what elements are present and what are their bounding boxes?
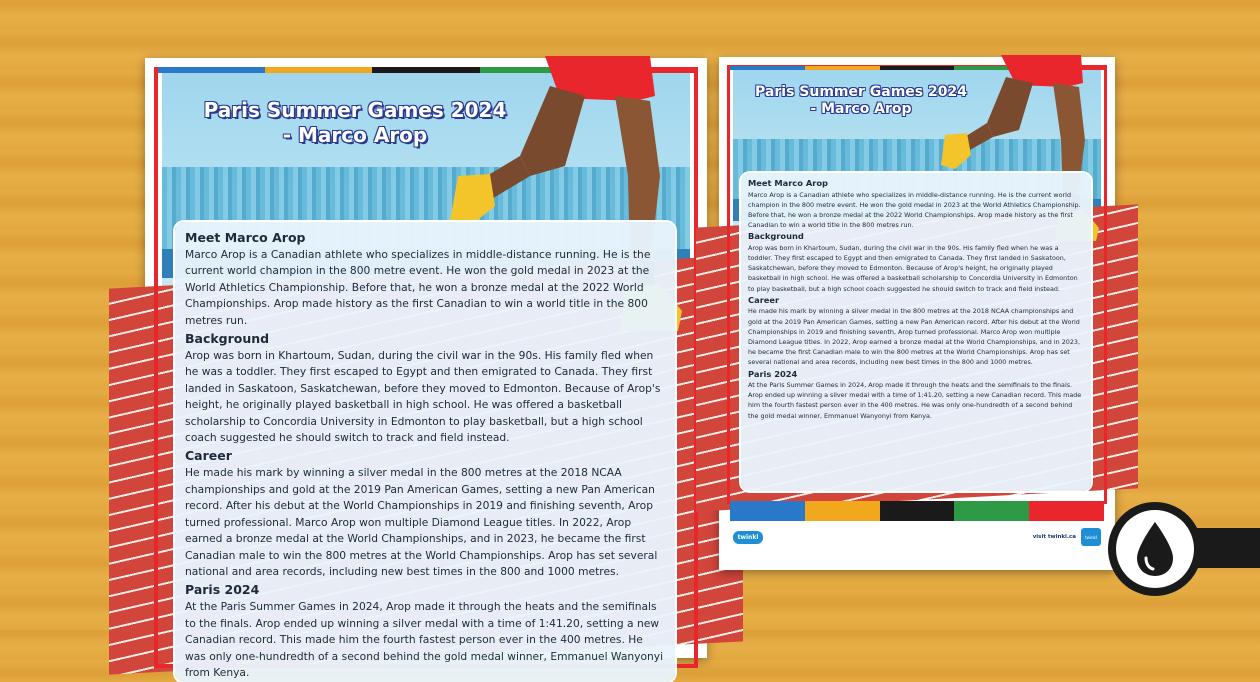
footer-url: visit twinkl.ca bbox=[1032, 534, 1076, 540]
worksheet-page-small bbox=[719, 57, 1115, 570]
section-heading: Paris 2024 bbox=[185, 582, 260, 598]
worksheet-page-large bbox=[145, 58, 707, 679]
section-body: At the Paris Summer Games in 2024, Arop made it through the heats and the semifinals to the finals. Arop ended up winning a silver medal with a time of 1:41.20, setting a new Canadian record. This made him the fourth fastest person ever in the 400 metres. He was only one-hundredth of a second behind the gold medal winner, Emmanuel Wanyonyi from Kenya. bbox=[748, 381, 1082, 420]
section-body: He made his mark by winning a silver medal in the 800 metres at the 2018 NCAA championships and gold at the 2019 Pan American Games, setting a new Pan American record. After his debut at the World Championships in 2019 and finishing seventh, Arop turned professional. Marco Arop won multiple Diamond League titles. In 2022, Arop earned a bronze medal at the World Championships, and in 2023, he became the first Canadian male to win the 800 metres at the World Championships. Arop has set several national and area records, including new best times in the 800 and 1000 metres. bbox=[185, 466, 658, 578]
section-heading: Background bbox=[185, 331, 270, 347]
section-body: At the Paris Summer Games in 2024, Arop made it through the heats and the semifinals to the finals. Arop ended up winning a silver medal with a time of 1:41.20, setting a new Canadian record. This made him the fourth fastest person ever in the 400 metres. He was only one-hundredth of a second behind the gold medal winner, Emmanuel Wanyonyi from Kenya. bbox=[185, 600, 664, 679]
twinkl-badge-icon: twinkl bbox=[1081, 528, 1101, 546]
section-body: Marco Arop is a Canadian athlete who specializes in middle-distance running. He is the current world champion in the 800 metre event. He won the gold medal in 2023 at the World Athletics Championship. Before that, he won a bronze medal at the 2022 World Championships. Arop made history as the first Canadian to win a world title in the 800 metres run. bbox=[185, 248, 651, 327]
worksheet-title: Paris Summer Games 2024 - Marco Arop bbox=[203, 98, 507, 147]
section-heading: Background bbox=[748, 231, 804, 242]
section-body: Arop was born in Khartoum, Sudan, during the civil war in the 90s. His family fled when he was a toddler. They first escaped to Egypt and then emigrated to Canada. They first landed in Saskatoon, Saskatchewan, before they moved to Edmonton. Because of Arop's height, he originally played basketball in high school. He was offered a basketball scholarship to Concordia University in Edmonton to play basketball, but a high school coach suggested he should switch to track and field instead. bbox=[185, 349, 661, 445]
color-stripe-bottom bbox=[730, 501, 1104, 521]
ink-drop-icon bbox=[1133, 520, 1177, 578]
section-heading: Career bbox=[185, 448, 232, 464]
section-heading: Meet Marco Arop bbox=[748, 178, 828, 188]
section-heading: Career bbox=[748, 294, 780, 305]
article-text-box bbox=[741, 173, 1091, 491]
ink-badge bbox=[1108, 502, 1202, 596]
section-heading: Meet Marco Arop bbox=[185, 230, 306, 245]
twinkl-logo: twinkl bbox=[733, 531, 763, 544]
worksheet-title: Paris Summer Games 2024 - Marco Arop bbox=[755, 84, 967, 117]
section-body: Marco Arop is a Canadian athlete who specializes in middle-distance running. He is the current world champion in the 800 metre event. He won the gold medal in 2023 at the World Athletics Championship. Before that, he won a bronze medal at the 2022 World Championships. Arop made history as the first Canadian to win a world title in the 800 metres run. bbox=[748, 190, 1081, 230]
section-body: He made his mark by winning a silver medal in the 800 metres at the 2018 NCAA championships and gold at the 2019 Pan American Games, setting a new Pan American record. After his debut at the World Championships in 2019 and finishing seventh, Arop turned professional. Marco Arop won multiple Diamond League titles. In 2022, Arop earned a bronze medal at the World Championships, and in 2023, he became the first Canadian male to win the 800 metres at the World Championships. Arop has set several national and area records, including new best times in the 800 and 1000 metres. bbox=[748, 307, 1080, 367]
worksheet-footer bbox=[733, 525, 1101, 549]
article-text-box bbox=[175, 222, 675, 682]
section-heading: Paris 2024 bbox=[748, 368, 798, 379]
section-body: Arop was born in Khartoum, Sudan, during the civil war in the 90s. His family fled when he was a toddler. They first escaped to Egypt and then emigrated to Canada. They first landed in Saskatoon, Saskatchewan, before they moved to Edmonton. Because of Arop's height, he originally played basketball in high school. He was offered a basketball scholarship to Concordia University in Edmonton to play basketball, but a high school coach suggested he should switch to track and field instead. bbox=[748, 243, 1078, 293]
